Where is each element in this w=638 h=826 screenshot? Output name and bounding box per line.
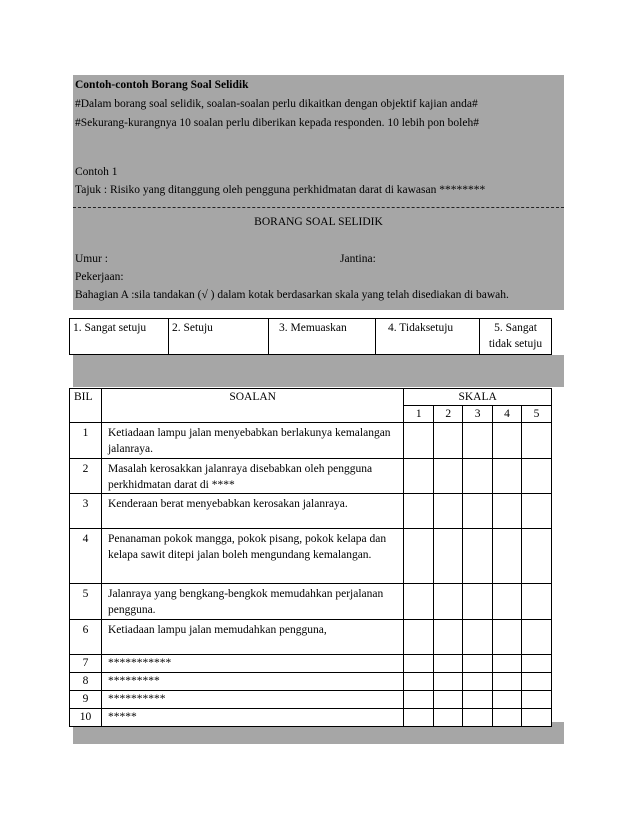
header-bil: BIL bbox=[70, 389, 102, 423]
row-bil: 2 bbox=[70, 459, 102, 494]
row-bil: 1 bbox=[70, 423, 102, 459]
answer-cell[interactable] bbox=[434, 620, 463, 655]
scale-option-3: 3. Memuaskan bbox=[269, 319, 376, 355]
row-bil: 9 bbox=[70, 691, 102, 709]
answer-cell[interactable] bbox=[434, 584, 463, 620]
form-title: BORANG SOAL SELIDIK bbox=[254, 216, 383, 228]
answer-cell[interactable] bbox=[434, 494, 463, 529]
answer-cell[interactable] bbox=[522, 691, 552, 709]
instruction-text: Bahagian A :sila tandakan (√ ) dalam kotak berdasarkan skala yang telah disediakan di bawah. bbox=[75, 289, 509, 301]
answer-cell[interactable] bbox=[522, 655, 552, 673]
row-soalan: Ketiadaan lampu jalan memudahkan pengguna, bbox=[101, 620, 403, 655]
row-bil: 8 bbox=[70, 673, 102, 691]
answer-cell[interactable] bbox=[404, 459, 434, 494]
answer-cell[interactable] bbox=[463, 655, 493, 673]
scale-number-4: 4 bbox=[493, 406, 522, 423]
jantina-label: Jantina: bbox=[340, 253, 376, 265]
answer-cell[interactable] bbox=[463, 709, 493, 727]
scale-number-3: 3 bbox=[463, 406, 493, 423]
answer-cell[interactable] bbox=[404, 655, 434, 673]
row-soalan: Ketiadaan lampu jalan menyebabkan berlakunya kemalangan jalanraya. bbox=[101, 423, 403, 459]
answer-cell[interactable] bbox=[522, 529, 552, 584]
answer-cell[interactable] bbox=[404, 620, 434, 655]
answer-cell[interactable] bbox=[434, 423, 463, 459]
answer-cell[interactable] bbox=[463, 494, 493, 529]
scale-option-5: 5. Sangat tidak setuju bbox=[480, 319, 552, 355]
header-skala: SKALA bbox=[404, 389, 552, 406]
scale-number-1: 1 bbox=[404, 406, 434, 423]
row-bil: 3 bbox=[70, 494, 102, 529]
row-bil: 5 bbox=[70, 584, 102, 620]
scale-number-5: 5 bbox=[522, 406, 552, 423]
row-soalan: Kenderaan berat menyebabkan kerosakan jalanraya. bbox=[101, 494, 403, 529]
answer-cell[interactable] bbox=[493, 673, 522, 691]
row-bil: 10 bbox=[70, 709, 102, 727]
row-soalan: Jalanraya yang bengkang-bengkok memudahkan perjalanan pengguna. bbox=[101, 584, 403, 620]
scale-number-2: 2 bbox=[434, 406, 463, 423]
answer-cell[interactable] bbox=[463, 529, 493, 584]
row-soalan: Masalah kerosakkan jalanraya disebabkan oleh pengguna perkhidmatan darat di **** bbox=[101, 459, 403, 494]
answer-cell[interactable] bbox=[404, 584, 434, 620]
answer-cell[interactable] bbox=[463, 620, 493, 655]
answer-cell[interactable] bbox=[522, 423, 552, 459]
row-soalan: ********** bbox=[101, 691, 403, 709]
answer-cell[interactable] bbox=[522, 584, 552, 620]
answer-cell[interactable] bbox=[463, 459, 493, 494]
answer-cell[interactable] bbox=[404, 691, 434, 709]
row-soalan: ********* bbox=[101, 673, 403, 691]
answer-cell[interactable] bbox=[434, 655, 463, 673]
header-soalan: SOALAN bbox=[101, 389, 403, 423]
questionnaire-table bbox=[69, 388, 552, 727]
shaded-band-middle bbox=[73, 355, 564, 387]
answer-cell[interactable] bbox=[434, 709, 463, 727]
answer-cell[interactable] bbox=[463, 673, 493, 691]
answer-cell[interactable] bbox=[463, 584, 493, 620]
note-min-questions: #Sekurang-kurangnya 10 soalan perlu diberikan kepada responden. 10 lebih pon boleh# bbox=[75, 117, 479, 129]
scale-option-4: 4. Tidaksetuju bbox=[376, 319, 480, 355]
scale-legend-table bbox=[69, 318, 552, 355]
answer-cell[interactable] bbox=[434, 691, 463, 709]
scale-option-2: 2. Setuju bbox=[169, 319, 269, 355]
dashed-separator bbox=[73, 207, 564, 208]
answer-cell[interactable] bbox=[404, 673, 434, 691]
answer-cell[interactable] bbox=[522, 673, 552, 691]
pekerjaan-label: Pekerjaan: bbox=[75, 271, 124, 283]
answer-cell[interactable] bbox=[404, 529, 434, 584]
row-soalan: *********** bbox=[101, 655, 403, 673]
example-title: Tajuk : Risiko yang ditanggung oleh pengguna perkhidmatan darat di kawasan ******** bbox=[75, 184, 486, 196]
answer-cell[interactable] bbox=[522, 494, 552, 529]
answer-cell[interactable] bbox=[404, 709, 434, 727]
answer-cell[interactable] bbox=[493, 459, 522, 494]
row-bil: 7 bbox=[70, 655, 102, 673]
umur-label: Umur : bbox=[75, 253, 108, 265]
answer-cell[interactable] bbox=[434, 673, 463, 691]
row-bil: 4 bbox=[70, 529, 102, 584]
answer-cell[interactable] bbox=[493, 494, 522, 529]
example-label: Contoh 1 bbox=[75, 166, 118, 178]
answer-cell[interactable] bbox=[522, 709, 552, 727]
note-objective: #Dalam borang soal selidik, soalan-soalan perlu dikaitkan dengan objektif kajian anda# bbox=[75, 98, 478, 110]
row-soalan: Penanaman pokok mangga, pokok pisang, pokok kelapa dan kelapa sawit ditepi jalan boleh mengundang kemalangan. bbox=[101, 529, 403, 584]
answer-cell[interactable] bbox=[493, 584, 522, 620]
answer-cell[interactable] bbox=[434, 529, 463, 584]
answer-cell[interactable] bbox=[493, 529, 522, 584]
answer-cell[interactable] bbox=[404, 423, 434, 459]
document-title: Contoh-contoh Borang Soal Selidik bbox=[75, 79, 249, 91]
answer-cell[interactable] bbox=[463, 423, 493, 459]
answer-cell[interactable] bbox=[493, 709, 522, 727]
answer-cell[interactable] bbox=[434, 459, 463, 494]
answer-cell[interactable] bbox=[493, 691, 522, 709]
row-soalan: ***** bbox=[101, 709, 403, 727]
row-bil: 6 bbox=[70, 620, 102, 655]
scale-option-1: 1. Sangat setuju bbox=[70, 319, 169, 355]
answer-cell[interactable] bbox=[522, 459, 552, 494]
answer-cell[interactable] bbox=[493, 620, 522, 655]
answer-cell[interactable] bbox=[404, 494, 434, 529]
answer-cell[interactable] bbox=[522, 620, 552, 655]
answer-cell[interactable] bbox=[493, 655, 522, 673]
answer-cell[interactable] bbox=[463, 691, 493, 709]
answer-cell[interactable] bbox=[493, 423, 522, 459]
